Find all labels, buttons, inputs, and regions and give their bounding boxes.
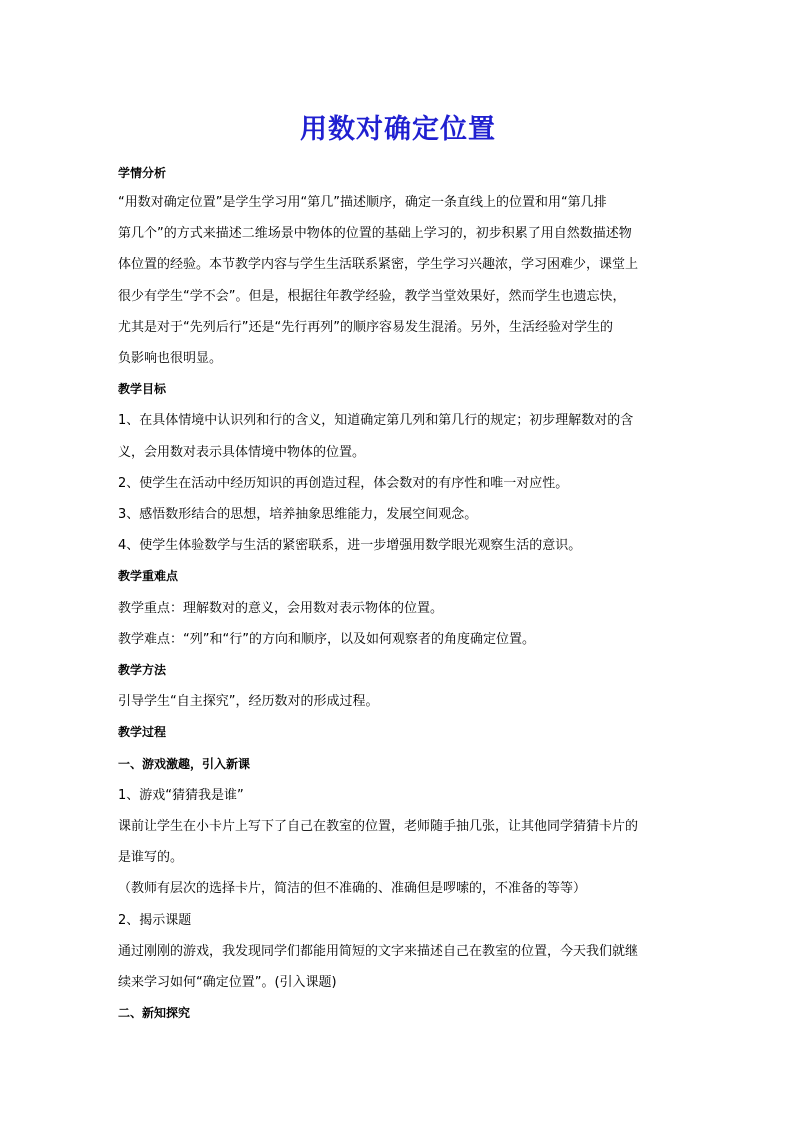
process-line: （教师有层次的选择卡片，简洁的但不准确的、准确但是啰嗦的，不准备的等等） (118, 881, 587, 897)
document-title: 用数对确定位置 (300, 114, 496, 145)
paragraph-line: “用数对确定位置”是学生学习用“第几”描述顺序，确定一条直线上的位置和用“第几排 (118, 195, 607, 210)
document-body (118, 160, 678, 1029)
process-line: 1、游戏“猜猜我是谁” (118, 787, 244, 803)
section-heading-goals: 教学目标 (118, 382, 167, 397)
section-heading-analysis: 学情分析 (118, 166, 167, 180)
process-line: 续来学习如何“确定位置”。(引入课题) (118, 975, 337, 991)
process-line: 课前让学生在小卡片上写下了自己在教室的位置，老师随手抽几张，让其他同学猜猜卡片的 (118, 819, 639, 835)
goal-line: 义，会用数对表示具体情境中物体的位置。 (118, 444, 366, 460)
section-heading-process: 教学过程 (118, 725, 167, 740)
paragraph-line: 第几个”的方式来描述二维场景中物体的位置的基础上学习的，初步积累了用自然数描述物 (118, 226, 632, 242)
paragraph-line: 尤其是对于“先列后行”还是“先行再列”的顺序容易发生混淆。另外，生活经验对学生的 (118, 319, 613, 335)
goal-line: 4、使学生体验数学与生活的紧密联系，进一步增强用数学眼光观察生活的意识。 (118, 538, 582, 554)
process-line: 是谁写的。 (118, 850, 184, 866)
paragraph-line: 负影响也很明显。 (118, 351, 223, 367)
goal-line: 1、在具体情境中认识列和行的含义，知道确定第几列和第几行的规定；初步理解数对的含 (118, 413, 634, 429)
section-heading-method: 教学方法 (118, 663, 167, 678)
subsection-heading-part2: 二、新知探究 (118, 1006, 191, 1021)
process-line: 2、揭示课题 (118, 912, 192, 928)
process-line: 通过刚刚的游戏，我发现同学们都能用简短的文字来描述自己在教室的位置，今天我们就继 (118, 943, 639, 959)
key-point-line: 教学重点：理解数对的意义，会用数对表示物体的位置。 (118, 600, 444, 616)
goal-line: 2、使学生在活动中经历知识的再创造过程，体会数对的有序性和唯一对应性。 (118, 475, 569, 491)
key-point-line: 教学难点：“列”和“行”的方向和顺序，以及如何观察者的角度确定位置。 (118, 631, 535, 647)
method-line: 引导学生“自主探究”，经历数对的形成过程。 (118, 694, 379, 710)
section-heading-key-points: 教学重难点 (118, 569, 179, 584)
paragraph-line: 体位置的经验。本节教学内容与学生生活联系紧密，学生学习兴趣浓，学习困难少，课堂上 (118, 257, 639, 273)
subsection-heading-part1: 一、游戏激趣，引入新课 (118, 756, 251, 771)
paragraph-line: 很少有学生“学不会”。但是，根据往年教学经验，教学当堂效果好，然而学生也遗忘快， (118, 288, 626, 304)
goal-line: 3、感悟数形结合的思想，培养抽象思维能力，发展空间观念。 (118, 507, 478, 523)
